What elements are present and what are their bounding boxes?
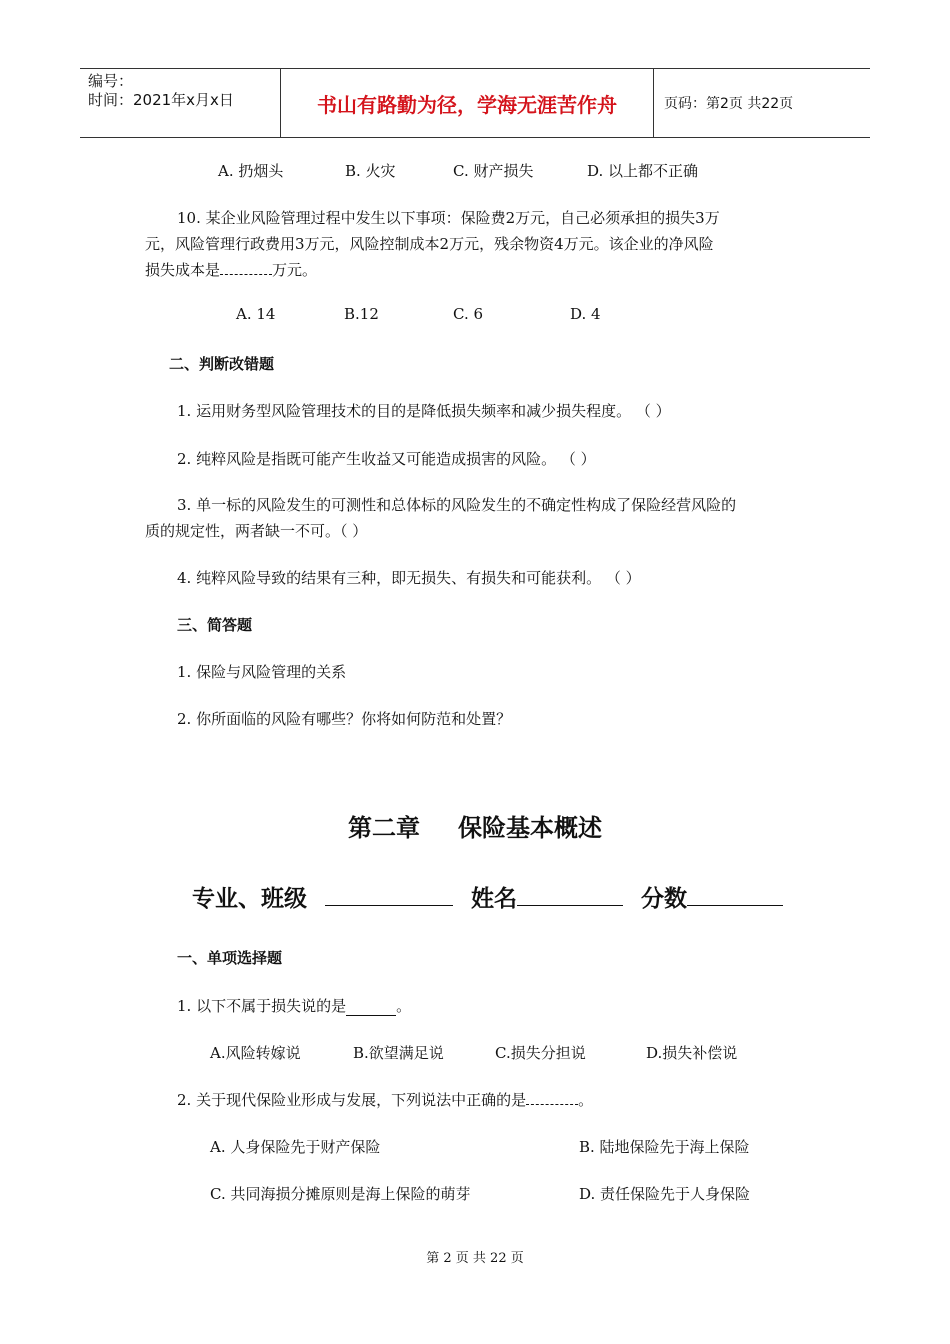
- q10-line3-start: 损失成本是: [145, 261, 221, 279]
- header-meta: [80, 69, 280, 137]
- s2-q4: 4. 纯粹风险导致的结果有三种，即无损失、有损失和可能获利。 （ ）: [177, 569, 641, 587]
- q10-option-b: B.12: [344, 305, 379, 323]
- s1-q1-option-c: C.损失分担说: [495, 1044, 586, 1062]
- section1-title: 一、单项选择题: [177, 949, 283, 967]
- s1-q1: [177, 995, 411, 1016]
- name-label: 姓名: [471, 886, 518, 912]
- section2-title: 二、判断改错题: [169, 355, 275, 373]
- answer-blank: [346, 997, 396, 1016]
- q10-line1: 10. 某企业风险管理过程中发生以下事项：保险费2万元，自己必须承担的损失3万: [177, 209, 720, 227]
- s2-q3-line1: 3. 单一标的风险发生的可测性和总体标的风险发生的不确定性构成了保险经营风险的: [177, 496, 737, 514]
- major-class-blank: [325, 881, 453, 906]
- s1-q1-end: 。: [396, 997, 412, 1015]
- prev-option-d: D. 以上都不正确: [587, 162, 699, 180]
- section3-title: 三、简答题: [177, 616, 253, 634]
- header-motto: 书山有路勤为径，学海无涯苦作舟: [280, 69, 654, 137]
- student-info-line: [192, 880, 783, 913]
- prev-option-c: C. 财产损失: [453, 162, 534, 180]
- prev-option-b: B. 火灾: [345, 162, 396, 180]
- s3-q1: 1. 保险与风险管理的关系: [177, 663, 347, 681]
- answer-blank: [526, 1092, 578, 1105]
- q10-line3-end: 万元。: [272, 261, 318, 279]
- s1-q2-option-a: A. 人身保险先于财产保险: [210, 1138, 381, 1156]
- q10-option-d: D. 4: [570, 305, 601, 323]
- s1-q1-start: 1. 以下不属于损失说的是: [177, 997, 347, 1015]
- q10-option-a: A. 14: [236, 305, 276, 323]
- q10-line2: 元，风险管理行政费用3万元，风险控制成本2万元，残余物资4万元。该企业的净风险: [145, 235, 714, 253]
- prev-option-a: A. 扔烟头: [218, 162, 284, 180]
- s1-q2-option-b: B. 陆地保险先于海上保险: [579, 1138, 750, 1156]
- time-label: 时间：2021年x月x日: [88, 91, 234, 109]
- chapter-title: 保险基本概述: [458, 814, 602, 842]
- chapter-heading: [0, 808, 950, 843]
- page-header: [80, 68, 870, 138]
- major-class-label: 专业、班级: [192, 886, 307, 912]
- s1-q2-start: 2. 关于现代保险业形成与发展，下列说法中正确的是: [177, 1091, 527, 1109]
- s1-q1-option-b: B.欲望满足说: [353, 1044, 444, 1062]
- number-label: 编号：: [88, 72, 134, 90]
- s1-q2-option-c: C. 共同海损分摊原则是海上保险的萌芽: [210, 1185, 471, 1203]
- header-page-info: 页码：第2页 共22页: [664, 96, 794, 112]
- s1-q2-option-d: D. 责任保险先于人身保险: [579, 1185, 751, 1203]
- score-blank: [687, 881, 783, 906]
- s2-q3-line2: 质的规定性，两者缺一不可。（ ）: [145, 522, 368, 540]
- s1-q1-option-d: D.损失补偿说: [646, 1044, 738, 1062]
- s2-q1: 1. 运用财务型风险管理技术的目的是降低损失频率和减少损失程度。 （ ）: [177, 402, 671, 420]
- s3-q2: 2. 你所面临的风险有哪些？你将如何防范和处置？: [177, 710, 512, 728]
- s1-q2: [177, 1089, 593, 1110]
- q10-option-c: C. 6: [453, 305, 484, 323]
- name-blank: [517, 881, 623, 906]
- score-label: 分数: [641, 886, 688, 912]
- s1-q1-option-a: A.风险转嫁说: [210, 1044, 301, 1062]
- s1-q2-end: 。: [578, 1091, 594, 1109]
- q10-line3: [145, 259, 317, 280]
- s2-q2: 2. 纯粹风险是指既可能产生收益又可能造成损害的风险。 （ ）: [177, 450, 596, 468]
- chapter-number: 第二章: [348, 814, 420, 842]
- answer-blank: [220, 262, 272, 275]
- page-footer: 第 2 页 共 22 页: [426, 1251, 524, 1266]
